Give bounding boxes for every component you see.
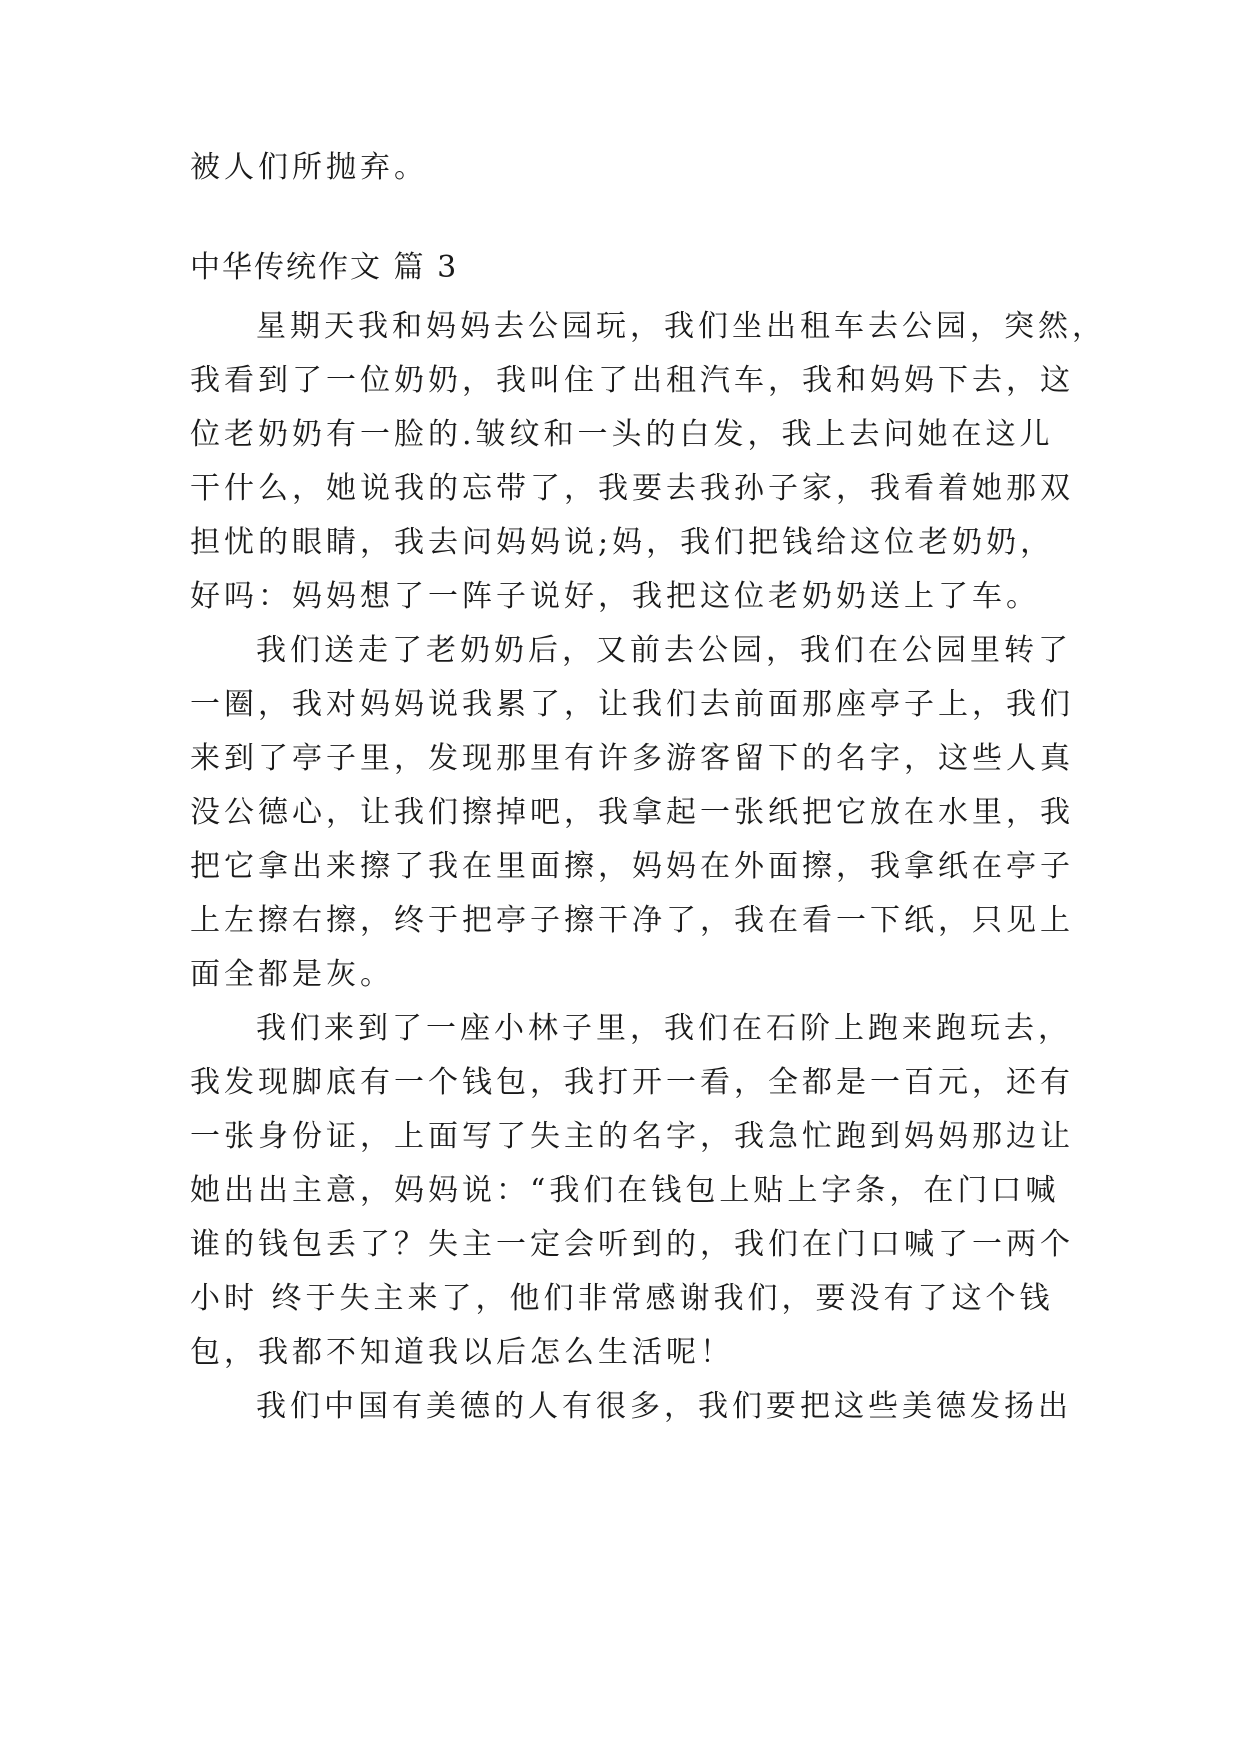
paragraph-2-line-3: 来到了亭子里，发现那里有许多游客留下的名字，这些人真: [190, 741, 1074, 776]
paragraph-3-line-5: 谁的钱包丢了？失主一定会听到的，我们在门口喊了一两个: [190, 1227, 1074, 1262]
paragraph-2-line-7: 面全都是灰。: [190, 957, 394, 992]
paragraph-2-line-4: 没公德心，让我们擦掉吧，我拿起一张纸把它放在水里，我: [190, 795, 1074, 830]
paragraph-1-line-1: 星期天我和妈妈去公园玩，我们坐出租车去公园，突然，: [256, 309, 1106, 344]
paragraph-1-line-4: 干什么，她说我的忘带了，我要去我孙子家，我看着她那双: [190, 471, 1074, 506]
section-title: 中华传统作文 篇 3: [190, 250, 459, 285]
paragraph-1-line-3: 位老奶奶有一脸的.皱纹和一头的白发，我上去问她在这儿: [190, 417, 1054, 452]
paragraph-3-line-3: 一张身份证，上面写了失主的名字，我急忙跑到妈妈那边让: [190, 1119, 1074, 1154]
paragraph-4-line-1: 我们中国有美德的人有很多，我们要把这些美德发扬出: [256, 1389, 1072, 1424]
paragraph-2-line-5: 把它拿出来擦了我在里面擦，妈妈在外面擦，我拿纸在亭子: [190, 849, 1074, 884]
paragraph-1-line-2: 我看到了一位奶奶，我叫住了出租汽车，我和妈妈下去，这: [190, 363, 1074, 398]
paragraph-3-line-2: 我发现脚底有一个钱包，我打开一看，全都是一百元，还有: [190, 1065, 1074, 1100]
paragraph-1-line-6: 好吗：妈妈想了一阵子说好，我把这位老奶奶送上了车。: [190, 579, 1040, 614]
paragraph-2-line-6: 上左擦右擦，终于把亭子擦干净了，我在看一下纸，只见上: [190, 903, 1074, 938]
paragraph-3-line-1: 我们来到了一座小林子里，我们在石阶上跑来跑玩去，: [256, 1011, 1072, 1046]
paragraph-2-line-2: 一圈，我对妈妈说我累了，让我们去前面那座亭子上，我们: [190, 687, 1074, 722]
paragraph-1-line-5: 担忧的眼睛，我去问妈妈说;妈，我们把钱给这位老奶奶，: [190, 525, 1055, 560]
paragraph-2-line-1: 我们送走了老奶奶后，又前去公园，我们在公园里转了: [256, 633, 1072, 668]
paragraph-3-line-6: 小时 终于失主来了，他们非常感谢我们，要没有了这个钱: [190, 1281, 1054, 1316]
intro-tail-line: 被人们所抛弃。: [190, 150, 428, 185]
paragraph-3-line-7: 包，我都不知道我以后怎么生活呢！: [190, 1335, 734, 1370]
paragraph-3-line-4: 她出出主意，妈妈说：“我们在钱包上贴上字条，在门口喊: [190, 1173, 1060, 1208]
